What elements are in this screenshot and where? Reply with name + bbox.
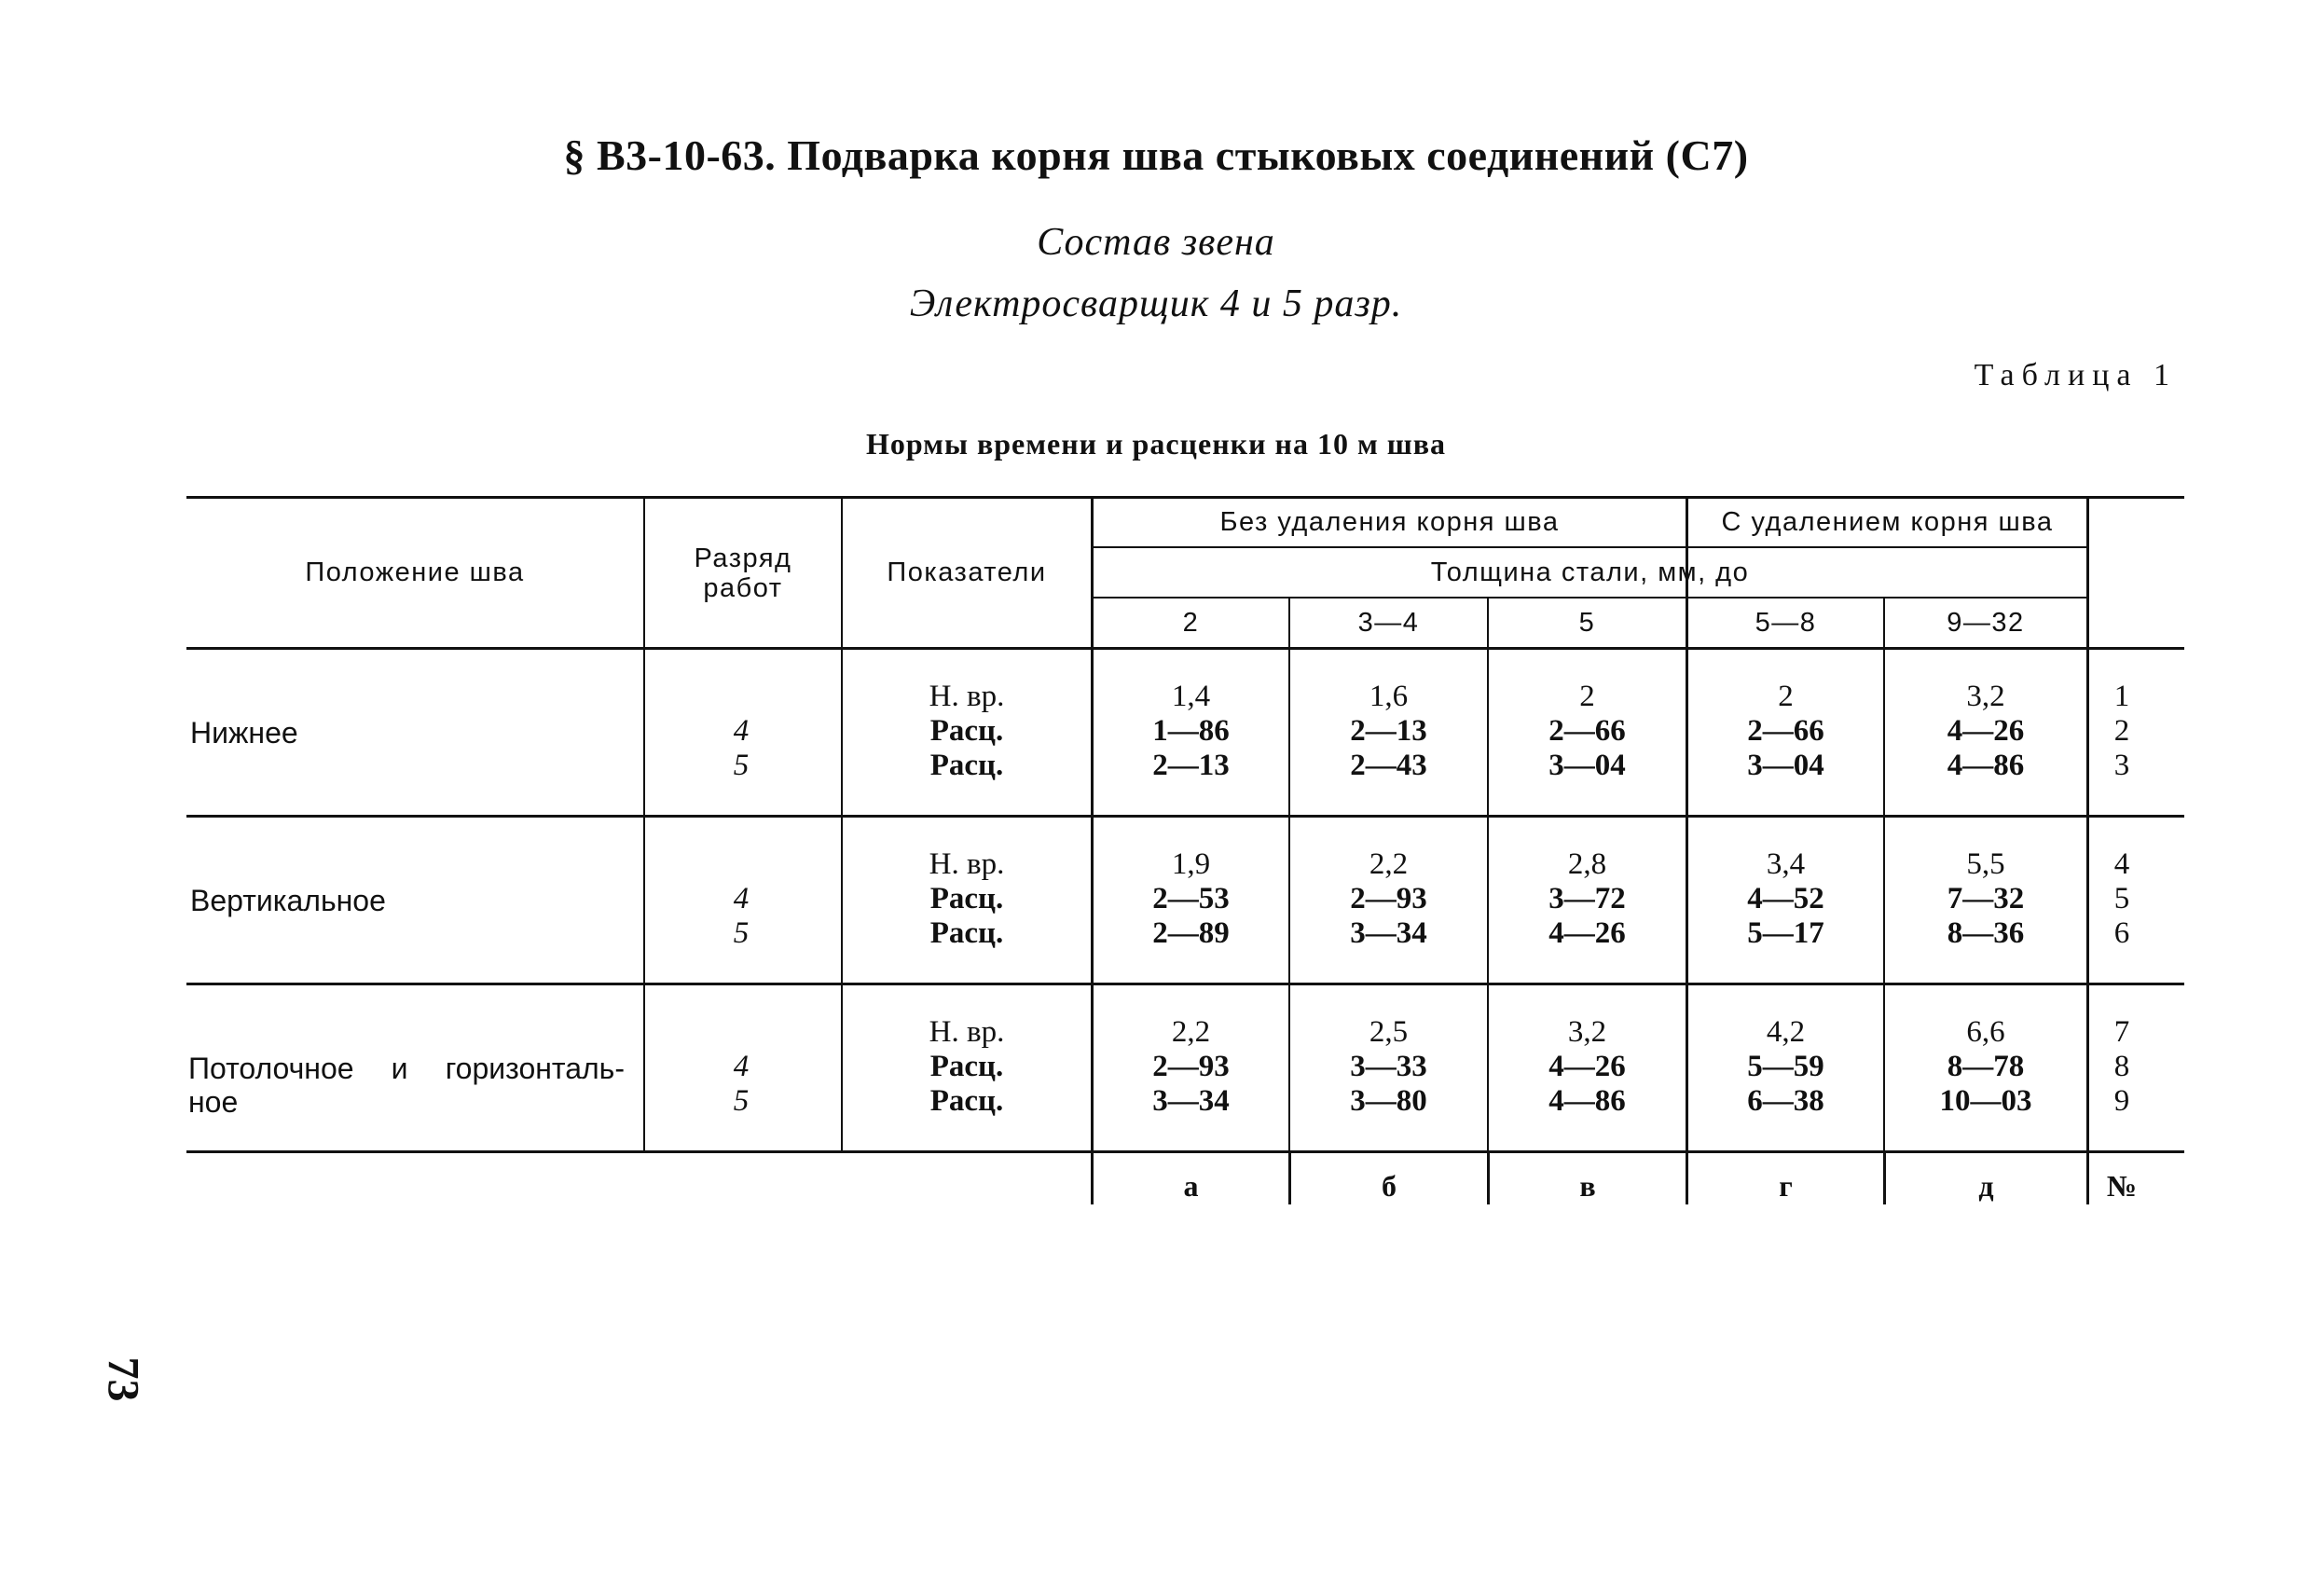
rate: 4—52 bbox=[1747, 882, 1824, 915]
value-cell bbox=[1290, 1015, 1487, 1119]
rate: 2—93 bbox=[1152, 1050, 1230, 1083]
rate: 1—86 bbox=[1152, 714, 1230, 748]
rate: 2—13 bbox=[1152, 749, 1230, 782]
indicator-label: Расц. bbox=[929, 749, 1004, 782]
number-sign: № bbox=[2106, 1168, 2138, 1203]
header-position: Положение шва bbox=[305, 557, 525, 587]
row-position-label bbox=[188, 1052, 625, 1119]
page-number: 73 bbox=[98, 1356, 148, 1402]
row-numbers bbox=[2089, 680, 2154, 783]
column-letter: г bbox=[1779, 1168, 1793, 1203]
indicator-label: Н. вр. bbox=[929, 847, 1005, 881]
grade-value: 5 bbox=[733, 1084, 750, 1118]
value-cell bbox=[1885, 847, 2086, 951]
column-letter: д bbox=[1978, 1168, 1994, 1203]
value-cell bbox=[1290, 680, 1487, 783]
header-group-with: С удалением корня шва bbox=[1721, 507, 2054, 537]
column-letter: а bbox=[1183, 1168, 1199, 1203]
thickness-value: 2 bbox=[1182, 607, 1200, 638]
rate: 3—33 bbox=[1350, 1050, 1427, 1083]
grade-value: 4 bbox=[733, 1050, 750, 1083]
rate: 3—04 bbox=[1747, 749, 1824, 782]
grade-value: 4 bbox=[733, 714, 750, 748]
value-cell bbox=[1094, 847, 1288, 951]
thickness-value: 5—8 bbox=[1755, 607, 1817, 638]
row-number: 8 bbox=[2113, 1050, 2130, 1083]
value-cell bbox=[1489, 847, 1686, 951]
rate: 2—53 bbox=[1152, 882, 1230, 915]
indicator-label: Расц. bbox=[929, 882, 1004, 915]
crew-members: Электросварщик 4 и 5 разр. bbox=[909, 282, 1403, 325]
value-cell bbox=[1489, 680, 1686, 783]
rate: 2—43 bbox=[1350, 749, 1427, 782]
header-indicators: Показатели bbox=[887, 557, 1047, 587]
time-norm: 3,2 bbox=[1966, 680, 2005, 713]
value-cell bbox=[1489, 1015, 1686, 1119]
row-numbers bbox=[2089, 847, 2154, 951]
column-letter: б bbox=[1382, 1168, 1397, 1203]
value-cell bbox=[1688, 1015, 1883, 1119]
row-numbers bbox=[2089, 1015, 2154, 1119]
column-letter: в bbox=[1579, 1168, 1596, 1203]
value-cell bbox=[1688, 680, 1883, 783]
rate: 3—34 bbox=[1152, 1084, 1230, 1118]
row-number: 3 bbox=[2113, 749, 2130, 782]
row-number: 1 bbox=[2113, 680, 2130, 713]
rate: 10—03 bbox=[1939, 1084, 2032, 1118]
header-grade: Разряд работ bbox=[694, 543, 792, 603]
time-norm: 1,4 bbox=[1171, 680, 1211, 713]
time-norm: 3,4 bbox=[1766, 847, 1806, 881]
row-indicators bbox=[843, 680, 1091, 783]
rate: 8—78 bbox=[1947, 1050, 2025, 1083]
time-norm: 2,5 bbox=[1369, 1015, 1409, 1049]
rate: 2—89 bbox=[1152, 916, 1230, 950]
value-cell bbox=[1885, 680, 2086, 783]
time-norm: 2 bbox=[1579, 680, 1595, 713]
value-cell bbox=[1885, 1015, 2086, 1119]
header-group-without: Без удаления корня шва bbox=[1219, 507, 1560, 537]
rate: 6—38 bbox=[1747, 1084, 1824, 1118]
indicator-label: Расц. bbox=[929, 714, 1004, 748]
time-norm: 1,9 bbox=[1171, 847, 1211, 881]
rate: 7—32 bbox=[1947, 882, 2025, 915]
col-divider bbox=[643, 496, 645, 1152]
rate: 5—59 bbox=[1747, 1050, 1824, 1083]
rate: 5—17 bbox=[1747, 916, 1824, 950]
row-number: 9 bbox=[2113, 1084, 2130, 1118]
row-position-label: Нижнее bbox=[190, 716, 298, 750]
rate: 2—66 bbox=[1548, 714, 1626, 748]
rate: 3—04 bbox=[1548, 749, 1626, 782]
row-indicators bbox=[843, 1015, 1091, 1119]
rate: 3—80 bbox=[1350, 1084, 1427, 1118]
grade-value: 5 bbox=[733, 749, 750, 782]
row-number: 7 bbox=[2113, 1015, 2130, 1049]
time-norm: 2,2 bbox=[1171, 1015, 1211, 1049]
rate: 2—13 bbox=[1350, 714, 1427, 748]
time-norm: 4,2 bbox=[1766, 1015, 1806, 1049]
rate: 4—86 bbox=[1947, 749, 2025, 782]
row-number: 6 bbox=[2113, 916, 2130, 950]
indicator-label: Н. вр. bbox=[929, 1015, 1005, 1049]
thickness-value: 9—32 bbox=[1947, 607, 2025, 638]
rate: 4—26 bbox=[1947, 714, 2025, 748]
table-caption: Нормы времени и расценки на 10 м шва bbox=[865, 427, 1447, 461]
indicator-label: Расц. bbox=[929, 1050, 1004, 1083]
value-cell bbox=[1688, 847, 1883, 951]
header-thickness: Толщина стали, мм, до bbox=[1430, 557, 1750, 587]
value-cell bbox=[1094, 1015, 1288, 1119]
rate: 4—86 bbox=[1548, 1084, 1626, 1118]
value-cell bbox=[1094, 680, 1288, 783]
table-number: Таблица 1 bbox=[1974, 358, 2177, 392]
time-norm: 6,6 bbox=[1966, 1015, 2005, 1049]
row-grades bbox=[709, 1050, 774, 1119]
indicator-label: Расц. bbox=[929, 1084, 1004, 1118]
row-position-label: Вертикальное bbox=[190, 884, 386, 917]
rate: 3—72 bbox=[1548, 882, 1626, 915]
section-title: § В3-10-63. Подварка корня шва стыковых соединений (С7) bbox=[563, 131, 1749, 179]
row-number: 4 bbox=[2113, 847, 2130, 881]
thickness-value: 3—4 bbox=[1357, 607, 1420, 638]
time-norm: 1,6 bbox=[1369, 680, 1409, 713]
time-norm: 2,8 bbox=[1567, 847, 1607, 881]
time-norm: 3,2 bbox=[1567, 1015, 1607, 1049]
time-norm: 2 bbox=[1778, 680, 1794, 713]
rate: 3—34 bbox=[1350, 916, 1427, 950]
grade-value: 4 bbox=[733, 882, 750, 915]
row-indicators bbox=[843, 847, 1091, 951]
thickness-value: 5 bbox=[1578, 607, 1596, 638]
crew-heading: Состав звена bbox=[1037, 221, 1275, 264]
value-cell bbox=[1290, 847, 1487, 951]
time-norm: 5,5 bbox=[1966, 847, 2005, 881]
rate: 4—26 bbox=[1548, 916, 1626, 950]
row-number: 2 bbox=[2113, 714, 2130, 748]
row-position-line: Потолочное и горизонталь- bbox=[188, 1052, 625, 1085]
rate: 2—66 bbox=[1747, 714, 1824, 748]
indicator-label: Расц. bbox=[929, 916, 1004, 950]
row-grades bbox=[709, 882, 774, 951]
rate: 8—36 bbox=[1947, 916, 2025, 950]
rate: 4—26 bbox=[1548, 1050, 1626, 1083]
grade-value: 5 bbox=[733, 916, 750, 950]
rate: 2—93 bbox=[1350, 882, 1427, 915]
row-number: 5 bbox=[2113, 882, 2130, 915]
indicator-label: Н. вр. bbox=[929, 680, 1005, 713]
time-norm: 2,2 bbox=[1369, 847, 1409, 881]
row-position-line: ное bbox=[188, 1085, 239, 1119]
row-grades bbox=[709, 714, 774, 783]
